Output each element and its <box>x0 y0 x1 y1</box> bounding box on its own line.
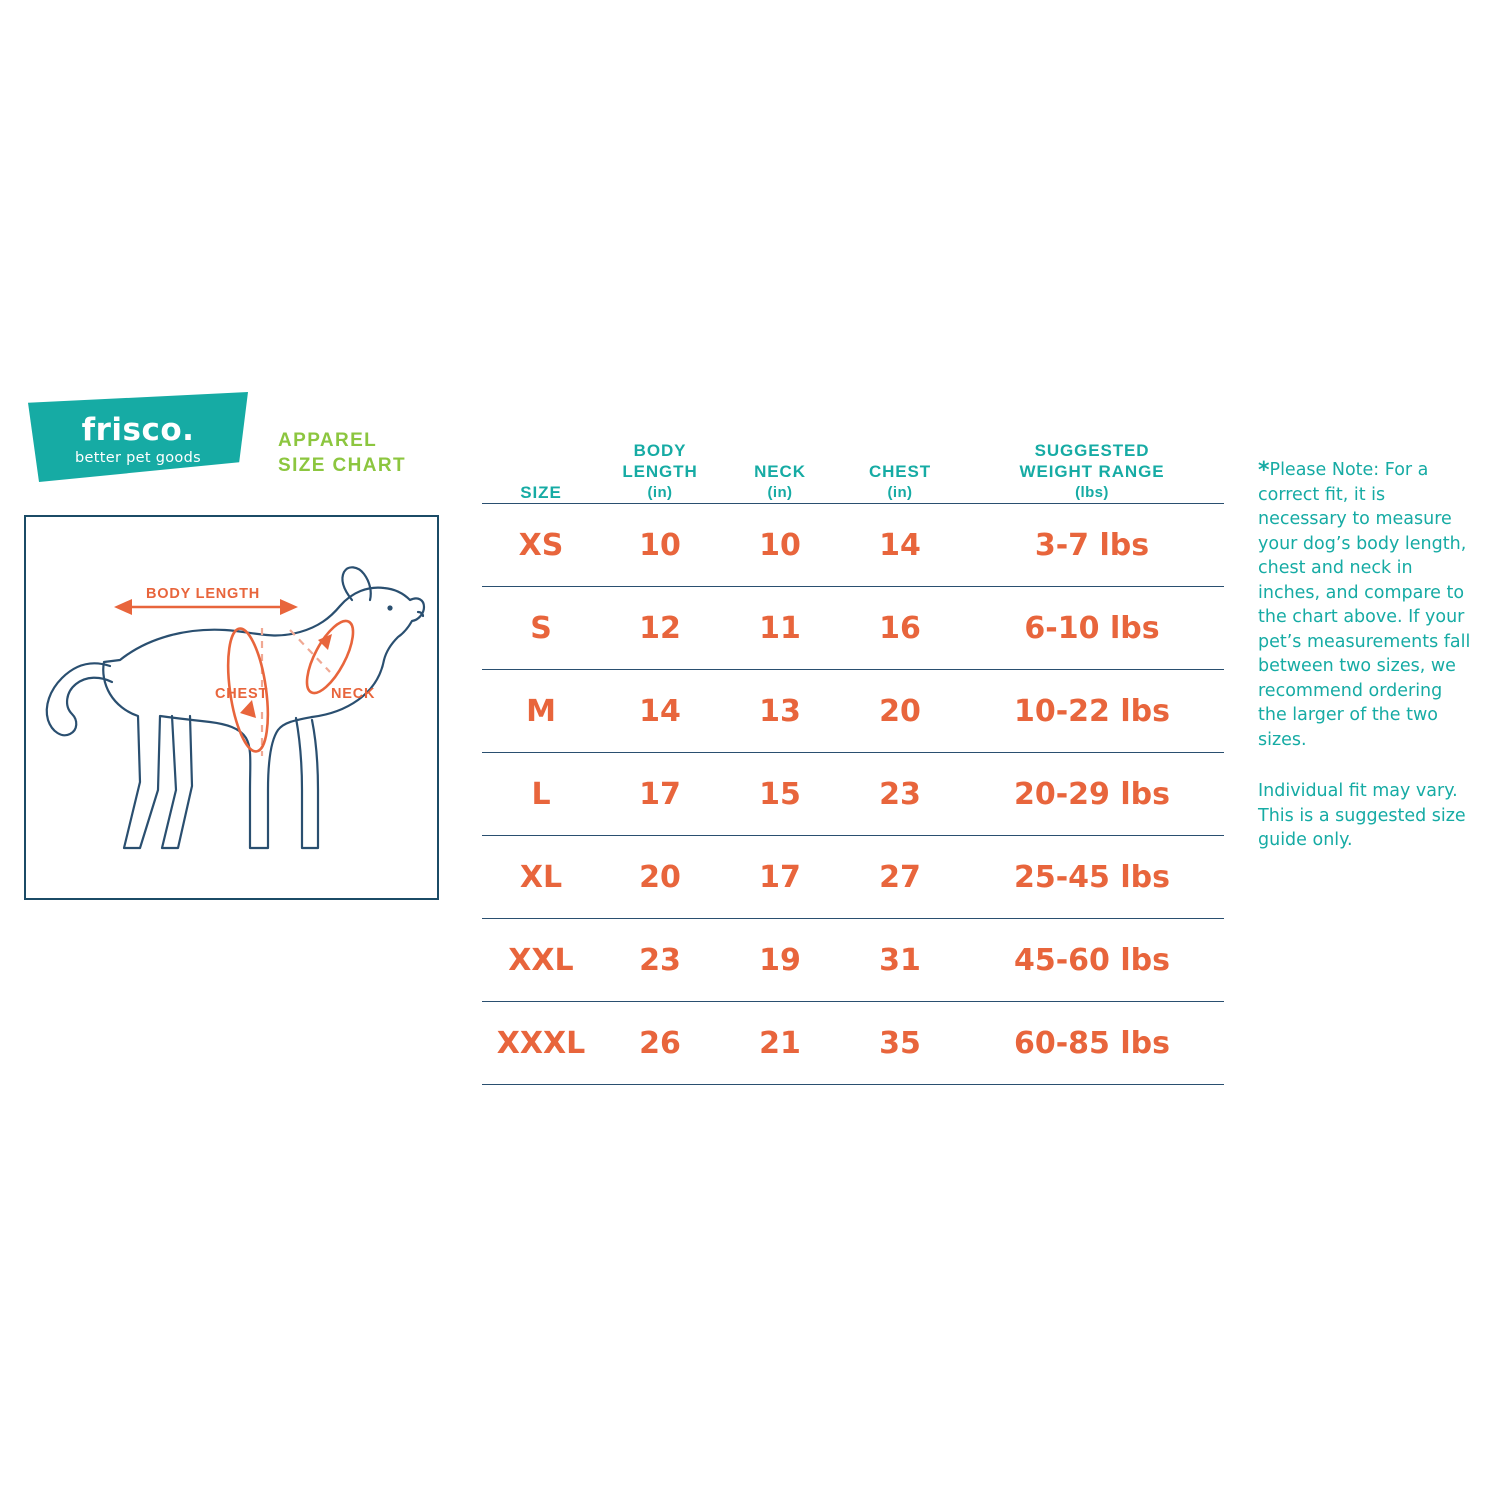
cell-body-length: 10 <box>639 527 681 563</box>
cell-size: M <box>526 693 556 729</box>
cell-neck: 21 <box>759 1025 801 1061</box>
cell-neck: 17 <box>759 859 801 895</box>
table-header-row <box>482 425 1224 503</box>
cell-body-length: 20 <box>639 859 681 895</box>
cell-size: XL <box>519 859 563 895</box>
header-chest: CHEST (in) <box>868 462 932 501</box>
cell-neck: 13 <box>759 693 801 729</box>
page-title-line1: APPAREL <box>278 430 378 451</box>
cell-body-length: 17 <box>639 776 681 812</box>
cell-chest: 35 <box>879 1025 921 1061</box>
table-row <box>482 835 1224 918</box>
cell-neck: 19 <box>759 942 801 978</box>
cell-size: XS <box>518 527 564 563</box>
fit-note <box>1258 458 1476 853</box>
cell-chest: 27 <box>879 859 921 895</box>
header-body-length: BODY LENGTH (in) <box>622 441 698 501</box>
cell-chest: 20 <box>879 693 921 729</box>
label-chest: CHEST <box>215 686 269 702</box>
brand-name: frisco. <box>81 412 195 448</box>
cell-size: XXL <box>508 942 574 978</box>
cell-weight: 10-22 lbs <box>1013 693 1170 729</box>
header-neck: NECK (in) <box>754 462 806 501</box>
cell-neck: 15 <box>759 776 801 812</box>
cell-size: XXXL <box>496 1025 586 1061</box>
cell-chest: 14 <box>879 527 921 563</box>
cell-weight: 6-10 lbs <box>1024 610 1160 646</box>
fit-note-paragraph-1: *Please Note: For a correct fit, it is necessary to measure your dog’s body length, chest and neck in inches, and compare to the chart above. If your pet’s measurements fall between two sizes, we recommend ordering the larger of the two sizes. <box>1258 458 1471 750</box>
cell-size: S <box>530 610 552 646</box>
cell-body-length: 26 <box>639 1025 681 1061</box>
cell-weight: 45-60 lbs <box>1013 942 1170 978</box>
cell-chest: 31 <box>879 942 921 978</box>
cell-size: L <box>531 776 551 812</box>
page-title-line2: SIZE CHART <box>278 455 406 476</box>
label-neck: NECK <box>331 686 376 702</box>
table-row <box>482 586 1224 669</box>
cell-body-length: 14 <box>639 693 681 729</box>
table-row <box>482 669 1224 752</box>
cell-weight: 25-45 lbs <box>1013 859 1170 895</box>
brand-tagline: better pet goods <box>75 450 201 466</box>
table-row <box>482 918 1224 1001</box>
header-size: SIZE <box>520 483 562 502</box>
cell-chest: 23 <box>879 776 921 812</box>
fit-note-paragraph-2: Individual fit may vary. This is a suggested size guide only. <box>1258 781 1466 850</box>
header-suggested-weight-range: SUGGESTED WEIGHT RANGE (lbs) <box>1019 441 1165 501</box>
cell-body-length: 23 <box>639 942 681 978</box>
cell-weight: 20-29 lbs <box>1013 776 1170 812</box>
cell-weight: 3-7 lbs <box>1034 527 1150 563</box>
table-row <box>482 752 1224 835</box>
cell-weight: 60-85 lbs <box>1013 1025 1170 1061</box>
asterisk-icon: * <box>1258 458 1270 483</box>
cell-body-length: 12 <box>639 610 681 646</box>
cell-chest: 16 <box>879 610 921 646</box>
cell-neck: 11 <box>759 610 801 646</box>
label-body-length: BODY LENGTH <box>146 586 261 602</box>
cell-neck: 10 <box>759 527 801 563</box>
size-table <box>482 425 1224 1085</box>
table-row <box>482 503 1224 586</box>
table-row <box>482 1001 1224 1085</box>
